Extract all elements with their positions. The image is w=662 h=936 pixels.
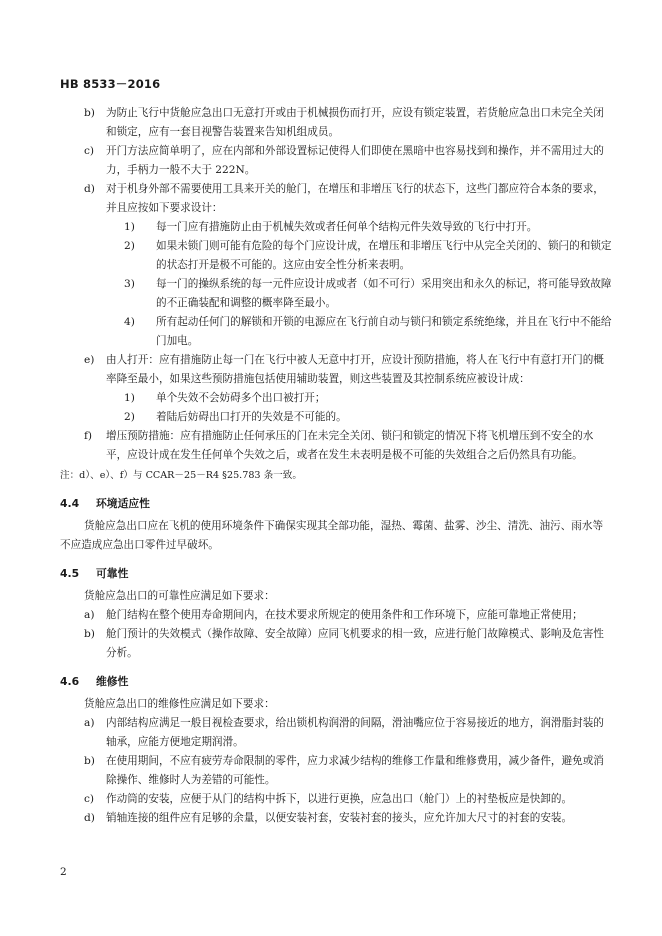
- list-marker: 1): [124, 221, 135, 233]
- page-number: 2: [60, 866, 67, 878]
- section-title: 可靠性: [96, 567, 129, 580]
- section-paragraph: 货舱应急出口应在飞机的使用环境条件下确保实现其全部功能，湿热、霉菌、盐雾、沙尘、清洗、油污、雨水等不应造成应急出口零件过早破坏。: [60, 520, 604, 551]
- list-item-4-5-b: [60, 625, 612, 663]
- list-marker: c): [84, 145, 95, 157]
- list-item-text: 如果未锁门则可能有危险的每个门应设计成，在增压和非增压飞行中从完全关闭的、锁闩的和锁定的状态打开是极不可能的。这应由安全性分析来表明。: [156, 240, 612, 271]
- list-item-text: 舱门预计的失效模式（操作故障、安全故障）应同飞机要求的相一致，应进行舱门故障模式、影响及危害性分析。: [106, 628, 604, 659]
- list-marker: c): [84, 793, 95, 805]
- section-intro: 货舱应急出口的可靠性应满足如下要求：: [84, 590, 275, 602]
- list-marker: 1): [124, 392, 135, 404]
- section-heading-4-6: [60, 672, 612, 691]
- list-marker: b): [84, 628, 95, 640]
- document-body: [60, 104, 612, 828]
- section-intro: 货舱应急出口的维修性应满足如下要求：: [84, 698, 275, 710]
- list-item-text: 增压预防措施：应有措施防止任何承压的门在未完全关闭、锁闩和锁定的情况下将飞机增压到不安全的水平，应设计成在发生任何单个失效之后，或者在发生未表明是极不可能的失效组合之后仍然具有功能。: [106, 430, 594, 461]
- list-item-text: 由人打开：应有措施防止每一门在飞行中被人无意中打开，应设计预防措施，将人在飞行中有意打开门的概率降至最小，如果这些预防措施包括使用辅助装置，则这些装置及其控制系统应被设计成：: [106, 354, 604, 385]
- list-marker: d): [84, 812, 95, 824]
- section-title: 维修性: [96, 675, 129, 688]
- sub-item-d1: [60, 218, 612, 237]
- list-item-4-6-d: [60, 809, 612, 828]
- sub-item-e2: [60, 408, 612, 427]
- list-item-text: 每一门的操纵系统的每一元件应设计成或者（如不可行）采用突出和永久的标记，将可能导致故障的不正确装配和调整的概率降至最小。: [156, 278, 612, 309]
- list-marker: b): [84, 107, 95, 119]
- list-item-text: 开门方法应简单明了，应在内部和外部设置标记使得人们即使在黑暗中也容易找到和操作，并不需用过大的力，手柄力一般不大于 222N。: [106, 145, 604, 176]
- list-item-text: 对于机身外部不需要使用工具来开关的舱门，在增压和非增压飞行的状态下，这些门都应符合本条的要求，并且应按如下要求设计：: [106, 183, 604, 214]
- sub-item-d4: [60, 313, 612, 351]
- section-heading-4-4: [60, 494, 612, 513]
- list-item-text: 内部结构应满足一般目视检查要求，给出锁机构润滑的间隔，滑油嘴应位于容易接近的地方，润滑脂封装的轴承，应能方便地定期润滑。: [106, 717, 604, 748]
- list-item-text: 在使用期间，不应有疲劳寿命限制的零件，应力求减少结构的维修工作量和维修费用，减少备件，避免或消除操作、维修时人为差错的可能性。: [106, 755, 604, 786]
- section-number: 4.6: [60, 675, 80, 688]
- list-item-4-6-c: [60, 790, 612, 809]
- note-text: 注：d）、e）、f）与 CCAR－25－R4 §25.783 条一致。: [60, 470, 302, 481]
- list-item-b: [60, 104, 612, 142]
- sub-item-d3: [60, 275, 612, 313]
- list-item-f: [60, 427, 612, 465]
- list-item-text: 舱门结构在整个使用寿命期间内，在技术要求所规定的使用条件和工作环境下，应能可靠地正常使用；: [106, 609, 583, 621]
- list-item-4-6-a: [60, 714, 612, 752]
- list-marker: d): [84, 183, 95, 195]
- list-item-text: 单个失效不会妨碍多个出口被打开；: [156, 392, 326, 404]
- list-marker: a): [84, 717, 95, 729]
- list-marker: 2): [124, 411, 135, 423]
- list-marker: b): [84, 755, 95, 767]
- section-heading-4-5: [60, 564, 612, 583]
- list-marker: e): [84, 354, 95, 366]
- list-item-text: 作动筒的安装，应便于从门的结构中拆下，以进行更换，应急出口（舱门）上的衬垫板应是快卸的。: [106, 793, 573, 805]
- sub-item-d2: [60, 237, 612, 275]
- list-item-text: 销轴连接的组件应有足够的余量，以便安装衬套，安装衬套的接头，应允许加大尺寸的衬套的安装。: [106, 812, 573, 824]
- sub-item-e1: [60, 389, 612, 408]
- section-number: 4.4: [60, 497, 80, 510]
- list-item-4-6-b: [60, 752, 612, 790]
- list-marker: a): [84, 609, 95, 621]
- section-number: 4.5: [60, 567, 80, 580]
- section-title: 环境适应性: [96, 497, 150, 510]
- list-item-text: 每一门应有措施防止由于机械失效或者任何单个结构元件失效导致的飞行中打开。: [156, 221, 538, 233]
- list-item-c: [60, 142, 612, 180]
- list-marker: f): [84, 430, 93, 442]
- list-marker: 2): [124, 240, 135, 252]
- list-marker: 4): [124, 316, 135, 328]
- list-marker: 3): [124, 278, 135, 290]
- list-item-text: 着陆后妨碍出口打开的失效是不可能的。: [156, 411, 347, 423]
- list-item-4-5-a: [60, 606, 612, 625]
- list-item-text: 为防止飞行中货舱应急出口无意打开或由于机械损伤而打开，应设有锁定装置，若货舱应急出口未完全关闭和锁定，应有一套目视警告装置来告知机组成员。: [106, 107, 604, 138]
- list-item-d: [60, 180, 612, 218]
- list-item-e: [60, 351, 612, 389]
- list-item-text: 所有起动任何门的解锁和开锁的电源应在飞行前自动与锁闩和锁定系统绝缘，并且在飞行中不能给门加电。: [156, 316, 612, 347]
- standard-code-header: HB 8533－2016: [60, 77, 161, 91]
